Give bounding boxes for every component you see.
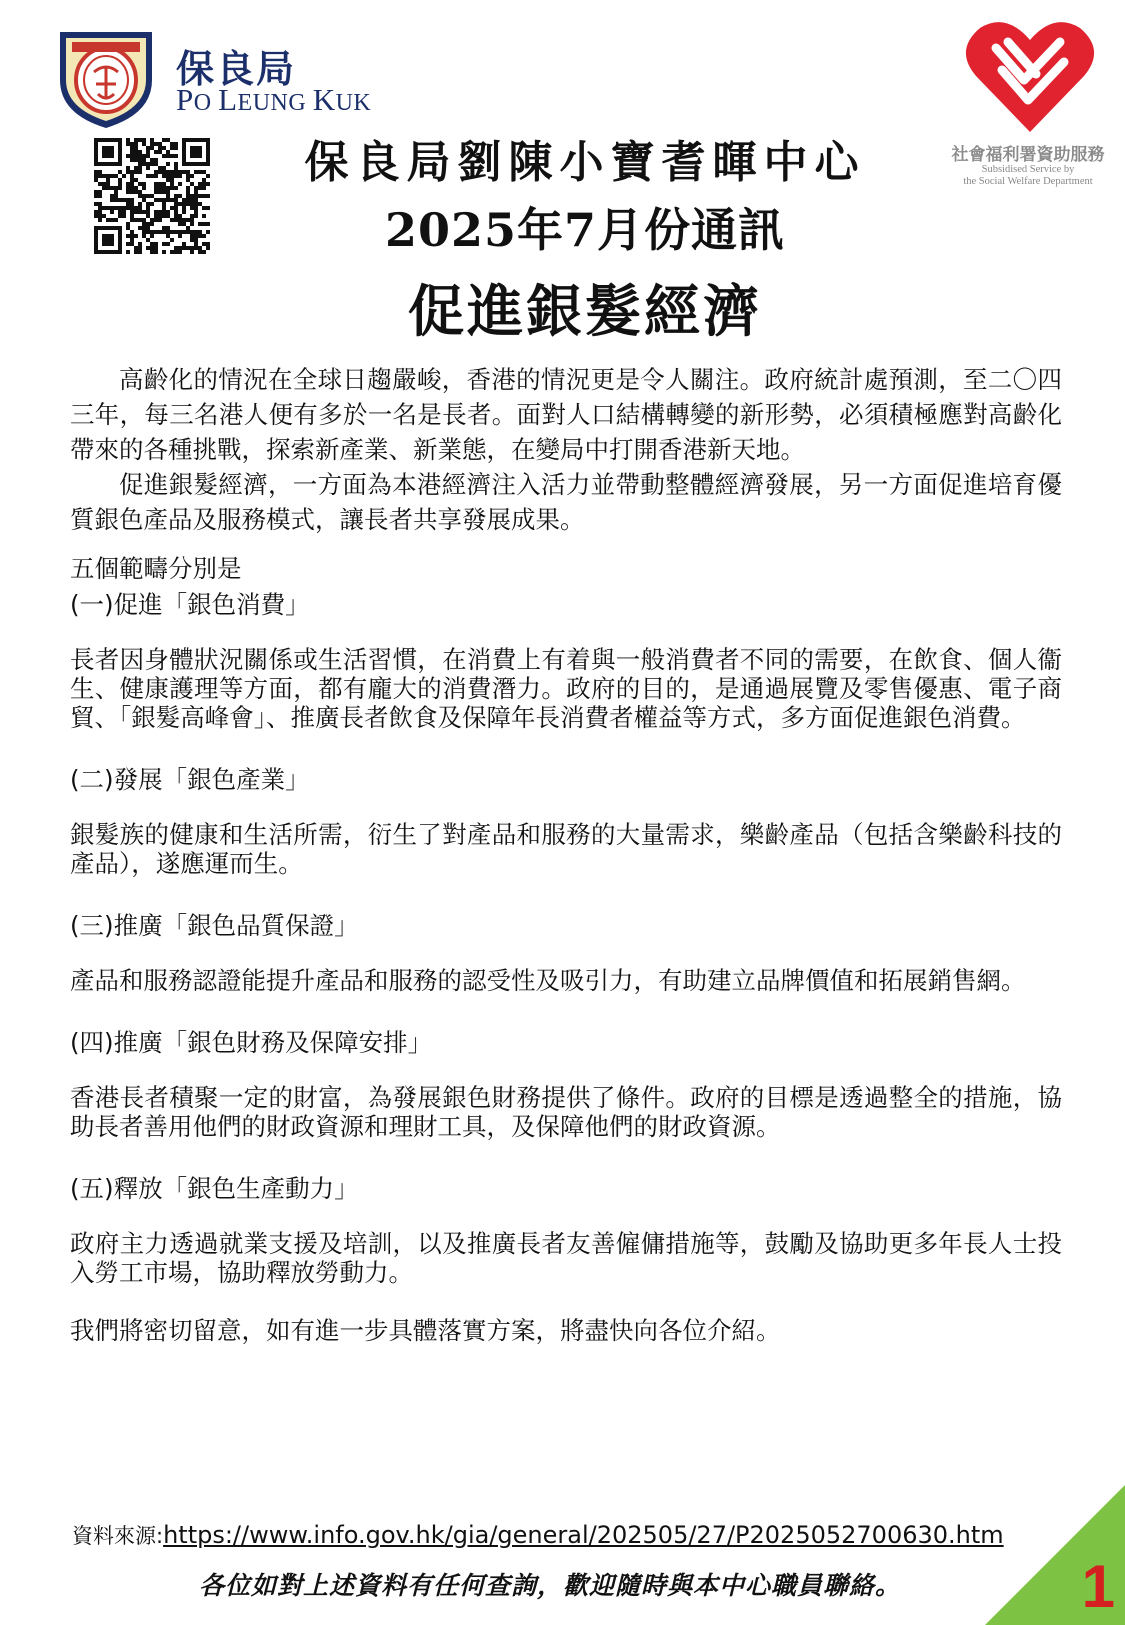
org-name-cn: 保良局	[176, 46, 297, 91]
org-name-en: PO LEUNG KUK	[176, 82, 372, 117]
section-heading: (五)釋放「銀色生產動力」	[70, 1174, 359, 1203]
intro-paragraph: 高齡化的情況在全球日趨嚴峻，香港的情況更是令人關注。政府統計處預測，至二〇四三年，每三名港人便有多於一名是長者。面對人口結構轉變的新形勢，必須積極應對高齡化帶來的各種挑戰，探索新產業、新業態，在變局中打開香港新天地。	[70, 365, 1062, 464]
section-body: 政府主力透過就業支援及培訓，以及推廣長者友善僱傭措施等，鼓勵及協助更多年長人士投入勞工市場，協助釋放勞動力。	[70, 1229, 1062, 1287]
section-heading: (一)促進「銀色消費」	[70, 590, 310, 619]
qr-code[interactable]	[94, 138, 210, 254]
section-heading: (三)推廣「銀色品質保證」	[70, 911, 359, 940]
swd-name-en: Subsidised Service by the Social Welfare Department	[963, 164, 1093, 187]
section-body: 銀髮族的健康和生活所需，衍生了對產品和服務的大量需求，樂齡產品（包括含樂齡科技的產品），遂應運而生。	[70, 820, 1062, 878]
intro	[70, 362, 1062, 537]
issue-title: 2025年7月份通訊	[384, 203, 786, 257]
center-name-title: 保良局劉陳小寶耆暉中心	[304, 137, 866, 188]
page-number: 1	[1081, 1553, 1115, 1620]
source-citation	[72, 1520, 1004, 1550]
newsletter-body	[70, 362, 1062, 1349]
intro-paragraph: 促進銀髮經濟，一方面為本港經濟注入活力並帶動整體經濟發展，另一方面促進培育優質銀色產品及服務模式，讓長者共享發展成果。	[70, 470, 1062, 534]
source-label: 資料來源:	[72, 1524, 164, 1548]
section-heading: (二)發展「銀色產業」	[70, 765, 310, 794]
section	[70, 1171, 1062, 1287]
footer-contact-note: 各位如對上述資料有任何查詢，歡迎隨時與本中心職員聯絡。	[198, 1571, 901, 1600]
section	[70, 908, 1062, 995]
section	[70, 762, 1062, 878]
section-heading: (四)推廣「銀色財務及保障安排」	[70, 1028, 433, 1057]
closing-remark: 我們將密切留意，如有進一步具體落實方案，將盡快向各位介紹。	[70, 1316, 781, 1345]
swd-heart-logo	[962, 14, 1098, 138]
section-body: 長者因身體狀況關係或生活習慣，在消費上有着與一般消費者不同的需要，在飲食、個人衞生、健康護理等方面，都有龐大的消費潛力。政府的目的，是通過展覽及零售優惠、電子商貿、「銀髮高峰會」、推廣長者飲食及保障年長消費者權益等方式，多方面促進銀色消費。	[70, 645, 1062, 732]
section-body: 產品和服務認證能提升產品和服務的認受性及吸引力，有助建立品牌價值和拓展銷售網。	[70, 966, 1026, 995]
sections-lead: 五個範疇分別是	[70, 554, 242, 583]
section	[70, 1025, 1062, 1141]
section-body: 香港長者積聚一定的財富，為發展銀色財務提供了條件。政府的目標是透過整全的措施，協助長者善用他們的財政資源和理財工具，及保障他們的財政資源。	[70, 1083, 1062, 1141]
swd-name-cn: 社會福利署資助服務	[951, 145, 1105, 165]
po-leung-kuk-crest-logo	[52, 22, 160, 132]
section	[70, 587, 1062, 732]
source-link[interactable]: https://www.info.gov.hk/gia/general/202505/27/P2025052700630.htm	[163, 1521, 1004, 1549]
topic-title: 促進銀髮經濟	[408, 280, 762, 345]
